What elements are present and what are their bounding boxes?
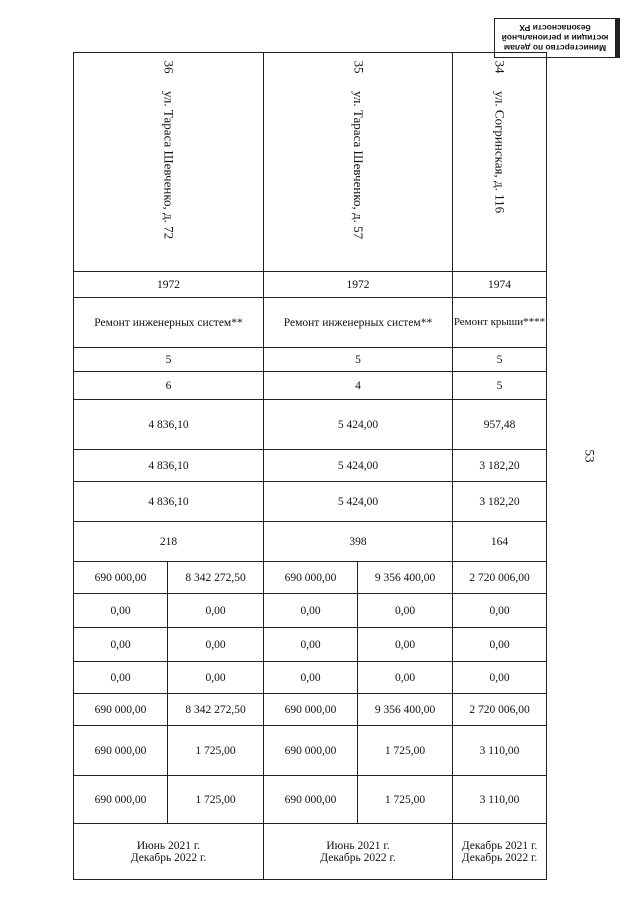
table-row (74, 53, 547, 272)
table-cell: 0,00 (358, 594, 453, 628)
table-cell: 3 182,20 (453, 450, 547, 482)
table-cell: 4 836,10 (74, 400, 264, 450)
table-cell: 2 720 006,00 (453, 562, 547, 594)
table-row (74, 298, 547, 348)
page-number: 53 (582, 449, 598, 463)
table-cell: 1 725,00 (168, 776, 264, 824)
table-cell: 0,00 (358, 662, 453, 694)
table-row (74, 400, 547, 450)
table-cell: 5 424,00 (264, 482, 453, 522)
table-row (74, 522, 547, 562)
table-cell: 0,00 (168, 594, 264, 628)
table-cell: 5 424,00 (264, 400, 453, 450)
table-cell: 0,00 (74, 594, 168, 628)
table-cell: Июнь 2021 г. Декабрь 2022 г. (264, 824, 453, 880)
table-cell: 1 725,00 (358, 776, 453, 824)
table-cell: Июнь 2021 г. Декабрь 2022 г. (74, 824, 264, 880)
address-text: ул. Тараса Шевченко, д. 72 (161, 91, 177, 240)
table-cell: 690 000,00 (74, 694, 168, 726)
table-cell: 4 (264, 372, 453, 400)
table-cell: 0,00 (264, 662, 358, 694)
table-cell: 9 356 400,00 (358, 562, 453, 594)
table-cell: 1972 (264, 272, 453, 298)
table-cell: Ремонт инженерных систем** (74, 298, 264, 348)
table-row (74, 662, 547, 694)
ministry-stamp: Министерство по делам юстиции и региональной безопасности РХ (494, 18, 620, 58)
table-cell: 4 836,10 (74, 450, 264, 482)
table-row (74, 824, 547, 880)
table-row (74, 694, 547, 726)
table-cell: 0,00 (74, 628, 168, 662)
table-cell: 398 (264, 522, 453, 562)
table-cell: 690 000,00 (264, 562, 358, 594)
header-cell (264, 53, 453, 272)
column-number: 36 (161, 60, 177, 74)
table-cell: 1974 (453, 272, 547, 298)
table-row (74, 482, 547, 522)
header-cell (453, 53, 547, 272)
table-cell: 0,00 (264, 628, 358, 662)
table-cell: 164 (453, 522, 547, 562)
table-cell: 8 342 272,50 (168, 562, 264, 594)
table-cell: 6 (74, 372, 264, 400)
table-cell: 5 (453, 348, 547, 372)
repair-program-table (73, 52, 547, 880)
table-row (74, 726, 547, 776)
table-cell: 5 (453, 372, 547, 400)
table-row (74, 372, 547, 400)
table-row (74, 776, 547, 824)
table-cell: 0,00 (453, 662, 547, 694)
table-cell: 690 000,00 (264, 726, 358, 776)
table-cell: 0,00 (453, 594, 547, 628)
table-cell: 957,48 (453, 400, 547, 450)
table-cell: 218 (74, 522, 264, 562)
column-number: 34 (492, 60, 508, 74)
table-row (74, 628, 547, 662)
address-text: ул. Тараса Шевченко, д. 57 (351, 91, 366, 240)
address-text: ул. Согринская, д. 116 (492, 91, 508, 214)
table-cell: 0,00 (264, 594, 358, 628)
table-cell: 0,00 (168, 628, 264, 662)
table-cell: 8 342 272,50 (168, 694, 264, 726)
table-cell: Декабрь 2021 г. Декабрь 2022 г. (453, 824, 547, 880)
table-cell: 0,00 (358, 628, 453, 662)
table-cell: 0,00 (168, 662, 264, 694)
table-row (74, 594, 547, 628)
header-cell (74, 53, 264, 272)
table-cell: Ремонт крыши**** (453, 298, 547, 348)
table-cell: 1972 (74, 272, 264, 298)
table-cell: 1 725,00 (168, 726, 264, 776)
table-cell: 690 000,00 (264, 776, 358, 824)
table-cell: 690 000,00 (74, 726, 168, 776)
table-cell: 690 000,00 (74, 562, 168, 594)
table-cell: 1 725,00 (358, 726, 453, 776)
table-cell: 5 (74, 348, 264, 372)
column-number: 35 (351, 60, 366, 74)
table-cell: 0,00 (74, 662, 168, 694)
table-row (74, 348, 547, 372)
table-cell: 5 (264, 348, 453, 372)
table-cell: Ремонт инженерных систем** (264, 298, 453, 348)
table-cell: 3 110,00 (453, 726, 547, 776)
table-row (74, 272, 547, 298)
table-cell: 4 836,10 (74, 482, 264, 522)
table-cell: 3 110,00 (453, 776, 547, 824)
table-cell: 5 424,00 (264, 450, 453, 482)
table-cell: 690 000,00 (74, 776, 168, 824)
table-row (74, 450, 547, 482)
table-row (74, 562, 547, 594)
table-cell: 690 000,00 (264, 694, 358, 726)
table-cell: 9 356 400,00 (358, 694, 453, 726)
table-cell: 3 182,20 (453, 482, 547, 522)
table-cell: 0,00 (453, 628, 547, 662)
table-cell: 2 720 006,00 (453, 694, 547, 726)
